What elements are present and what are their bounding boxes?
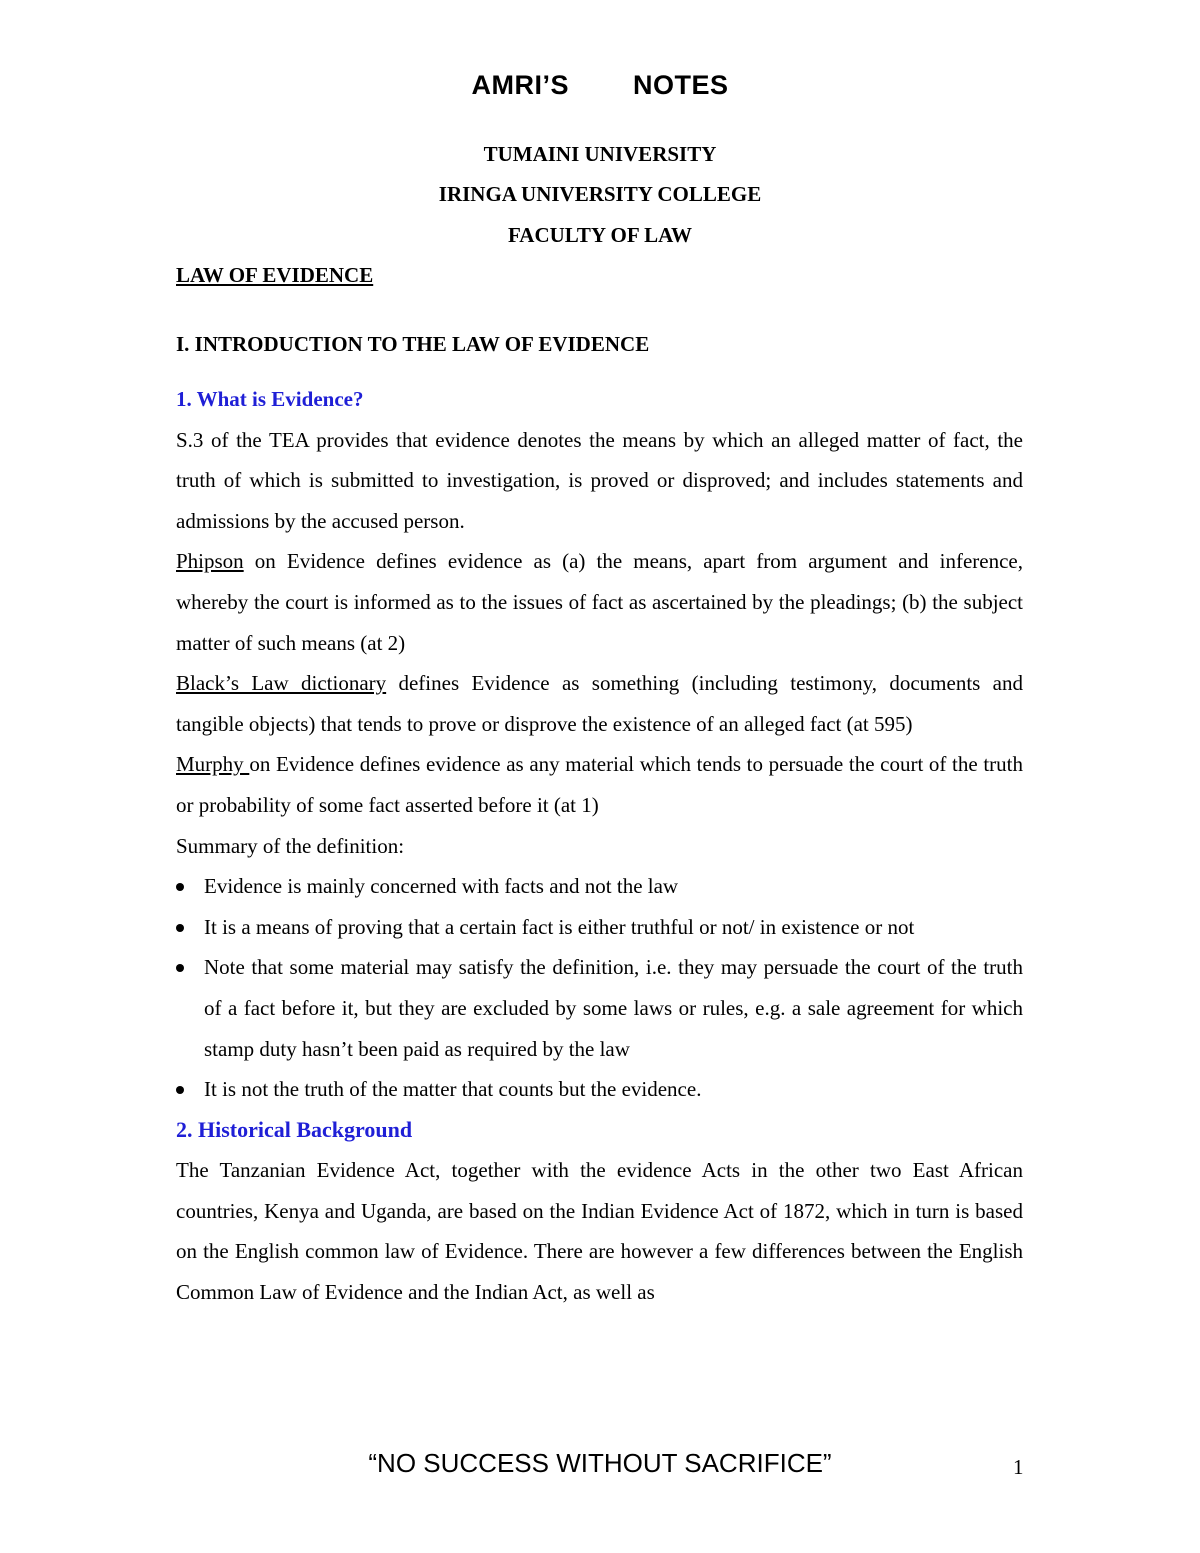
footer-motto: “NO SUCCESS WITHOUT SACRIFICE” <box>368 1448 832 1478</box>
blacks-paragraph <box>176 663 1023 744</box>
bullet-icon <box>176 1086 184 1094</box>
phipson-paragraph <box>176 541 1023 663</box>
summary-list <box>176 866 1023 1110</box>
murphy-paragraph <box>176 744 1023 825</box>
bullet-icon <box>176 883 184 891</box>
murphy-text: on Evidence defines evidence as any material which tends to persuade the court of the truth or probability of some fact asserted before it (at 1) <box>176 752 1024 817</box>
list-item: Evidence is mainly concerned with facts and not the law <box>176 866 1023 907</box>
page-number: 1 <box>1013 1455 1024 1479</box>
blacks-name: Black’s Law dictionary <box>176 671 387 696</box>
summary-label: Summary of the definition: <box>176 833 405 858</box>
section-title: I. INTRODUCTION TO THE LAW OF EVIDENCE <box>176 332 650 356</box>
bullet-icon <box>176 964 184 972</box>
murphy-name: Murphy <box>176 752 250 777</box>
list-item: Note that some material may satisfy the definition, i.e. they may persuade the court of the truth of a fact before it, but they are excluded by some laws or rules, e.g. a sale agreement for which stamp duty hasn’t been paid as required by the law <box>176 947 1023 1069</box>
list-item: It is not the truth of the matter that counts but the evidence. <box>176 1069 1023 1110</box>
tea-definition-paragraph: S.3 of the TEA provides that evidence denotes the means by which an alleged matter of fact, the truth of which is submitted to investigation, is proved or disproved; and includes statements and admissions by the accused person. <box>176 427 1023 533</box>
bullet-icon <box>176 924 184 932</box>
historical-paragraph: The Tanzanian Evidence Act, together with the evidence Acts in the other two East African countries, Kenya and Uganda, are based on the Indian Evidence Act of 1872, which in turn is based on the English common law of Evidence. There are however a few differences between the English Common Law of Evidence and the Indian Act, as well as <box>176 1158 1023 1305</box>
list-item: It is a means of proving that a certain fact is either truthful or not/ in existence or not <box>176 907 1023 948</box>
subheading-what-is-evidence: 1. What is Evidence? <box>176 387 364 411</box>
college-name: IRINGA UNIVERSITY COLLEGE <box>438 182 762 206</box>
header-right: NOTES <box>632 70 729 100</box>
faculty-name: FACULTY OF LAW <box>508 223 692 247</box>
subheading-historical-background: 2. Historical Background <box>176 1116 413 1142</box>
notes-header <box>0 70 1200 101</box>
university-name: TUMAINI UNIVERSITY <box>483 142 717 166</box>
header-left: AMRI’S <box>471 70 569 100</box>
phipson-name: Phipson <box>176 549 244 574</box>
course-title: LAW OF EVIDENCE <box>176 263 374 287</box>
blacks-text: defines Evidence as something (including testimony, documents and tangible objects) that tends to prove or disprove the existence of an alleged fact (at 595) <box>176 671 1023 736</box>
main-content <box>176 379 1023 1313</box>
phipson-text: on Evidence defines evidence as (a) the means, apart from argument and inference, whereby the court is informed as to the issues of fact as ascertained by the pleadings; (b) the subject matter of such means (at 2) <box>176 549 1023 655</box>
